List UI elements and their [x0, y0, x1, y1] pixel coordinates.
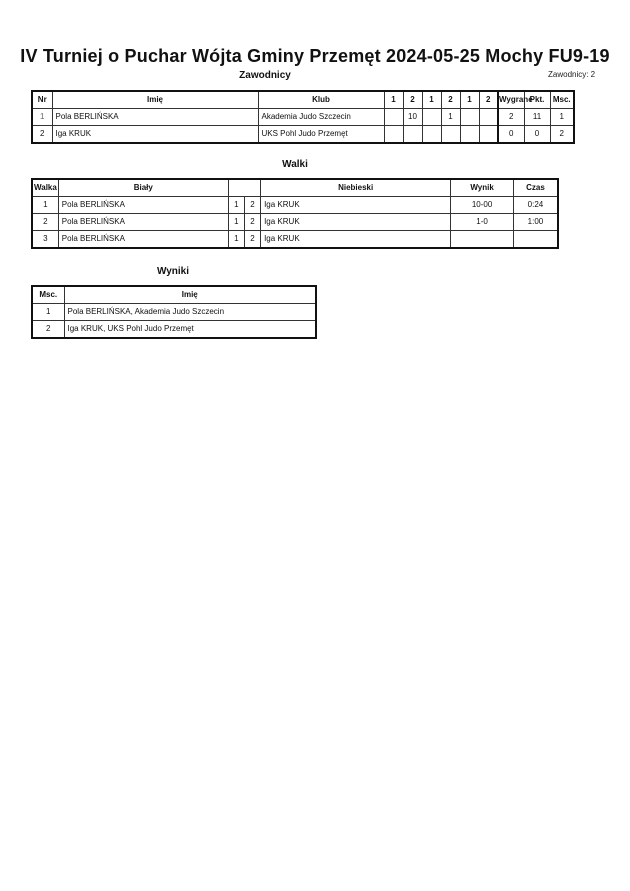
result-place: 2: [32, 321, 64, 339]
col-name: Imię: [64, 286, 316, 304]
score-cell: [384, 126, 403, 144]
table-row: [32, 126, 574, 144]
fight-time: 0:24: [513, 197, 558, 214]
col-score-1: 1: [384, 91, 403, 109]
competitor-nr: 1: [32, 109, 52, 126]
fight-white: Pola BERLIŃSKA: [58, 197, 228, 214]
score-cell: [384, 109, 403, 126]
col-wins: Wygrane: [498, 91, 524, 109]
fight-time: 1:00: [513, 214, 558, 231]
fights-table: [31, 178, 559, 249]
fight-white-no: 1: [228, 197, 244, 214]
results-section-title: Wyniki: [156, 266, 190, 277]
score-cell: [403, 126, 422, 144]
fight-blue: Iga KRUK: [261, 214, 451, 231]
col-score-6: 2: [479, 91, 498, 109]
competitors-header-row: [32, 91, 574, 109]
competitors-section-title: Zawodnicy: [239, 70, 291, 81]
competitor-club: Akademia Judo Szczecin: [258, 109, 384, 126]
score-cell: 1: [441, 109, 460, 126]
fight-white-no: 1: [228, 214, 244, 231]
results-table: [31, 285, 317, 339]
result-name: Pola BERLIŃSKA, Akademia Judo Szczecin: [64, 304, 316, 321]
score-cell: [460, 109, 479, 126]
competitor-wins: 0: [498, 126, 524, 144]
table-row: [32, 321, 316, 339]
col-points: Pkt.: [524, 91, 550, 109]
col-blue-no: [244, 179, 260, 197]
fight-result: 1-0: [451, 214, 514, 231]
fight-result: [451, 231, 514, 249]
col-name: Imię: [52, 91, 258, 109]
competitor-place: 1: [550, 109, 574, 126]
col-score-4: 2: [441, 91, 460, 109]
fight-no: 1: [32, 197, 58, 214]
col-white: Biały: [58, 179, 228, 197]
competitor-points: 0: [524, 126, 550, 144]
fight-time: [513, 231, 558, 249]
score-cell: [441, 126, 460, 144]
page-title: IV Turniej o Puchar Wójta Gminy Przemęt 2024-05-25 Mochy FU9-19: [20, 46, 610, 66]
score-cell: [479, 126, 498, 144]
col-fight-no: Walka: [32, 179, 58, 197]
result-place: 1: [32, 304, 64, 321]
competitor-name: Iga KRUK: [52, 126, 258, 144]
col-time: Czas: [513, 179, 558, 197]
col-result: Wynik: [451, 179, 514, 197]
fight-white: Pola BERLIŃSKA: [58, 214, 228, 231]
col-blue: Niebieski: [261, 179, 451, 197]
competitor-nr: 2: [32, 126, 52, 144]
col-score-5: 1: [460, 91, 479, 109]
score-cell: [422, 109, 441, 126]
competitor-place: 2: [550, 126, 574, 144]
competitor-club: UKS Pohl Judo Przemęt: [258, 126, 384, 144]
fight-no: 2: [32, 214, 58, 231]
fight-blue-no: 2: [244, 197, 260, 214]
table-row: [32, 214, 558, 231]
table-row: [32, 197, 558, 214]
score-cell: 10: [403, 109, 422, 126]
competitor-name: Pola BERLIŃSKA: [52, 109, 258, 126]
fight-white: Pola BERLIŃSKA: [58, 231, 228, 249]
fight-white-no: 1: [228, 231, 244, 249]
results-header-row: [32, 286, 316, 304]
competitor-points: 11: [524, 109, 550, 126]
fights-section-title: Walki: [282, 159, 308, 170]
competitors-table: [31, 90, 575, 144]
table-row: [32, 109, 574, 126]
competitors-count: Zawodnicy: 2: [548, 70, 596, 79]
score-cell: [479, 109, 498, 126]
fights-header-row: [32, 179, 558, 197]
col-club: Klub: [258, 91, 384, 109]
competitor-wins: 2: [498, 109, 524, 126]
fight-blue: Iga KRUK: [261, 197, 451, 214]
result-name: Iga KRUK, UKS Pohl Judo Przemęt: [64, 321, 316, 339]
fight-no: 3: [32, 231, 58, 249]
score-cell: [460, 126, 479, 144]
col-place: Msc.: [32, 286, 64, 304]
col-score-2: 2: [403, 91, 422, 109]
col-score-3: 1: [422, 91, 441, 109]
fight-blue: Iga KRUK: [261, 231, 451, 249]
table-row: [32, 304, 316, 321]
score-cell: [422, 126, 441, 144]
fight-result: 10-00: [451, 197, 514, 214]
col-nr: Nr: [32, 91, 52, 109]
col-white-no: [228, 179, 244, 197]
col-place: Msc.: [550, 91, 574, 109]
fight-blue-no: 2: [244, 231, 260, 249]
table-row: [32, 231, 558, 249]
fight-blue-no: 2: [244, 214, 260, 231]
